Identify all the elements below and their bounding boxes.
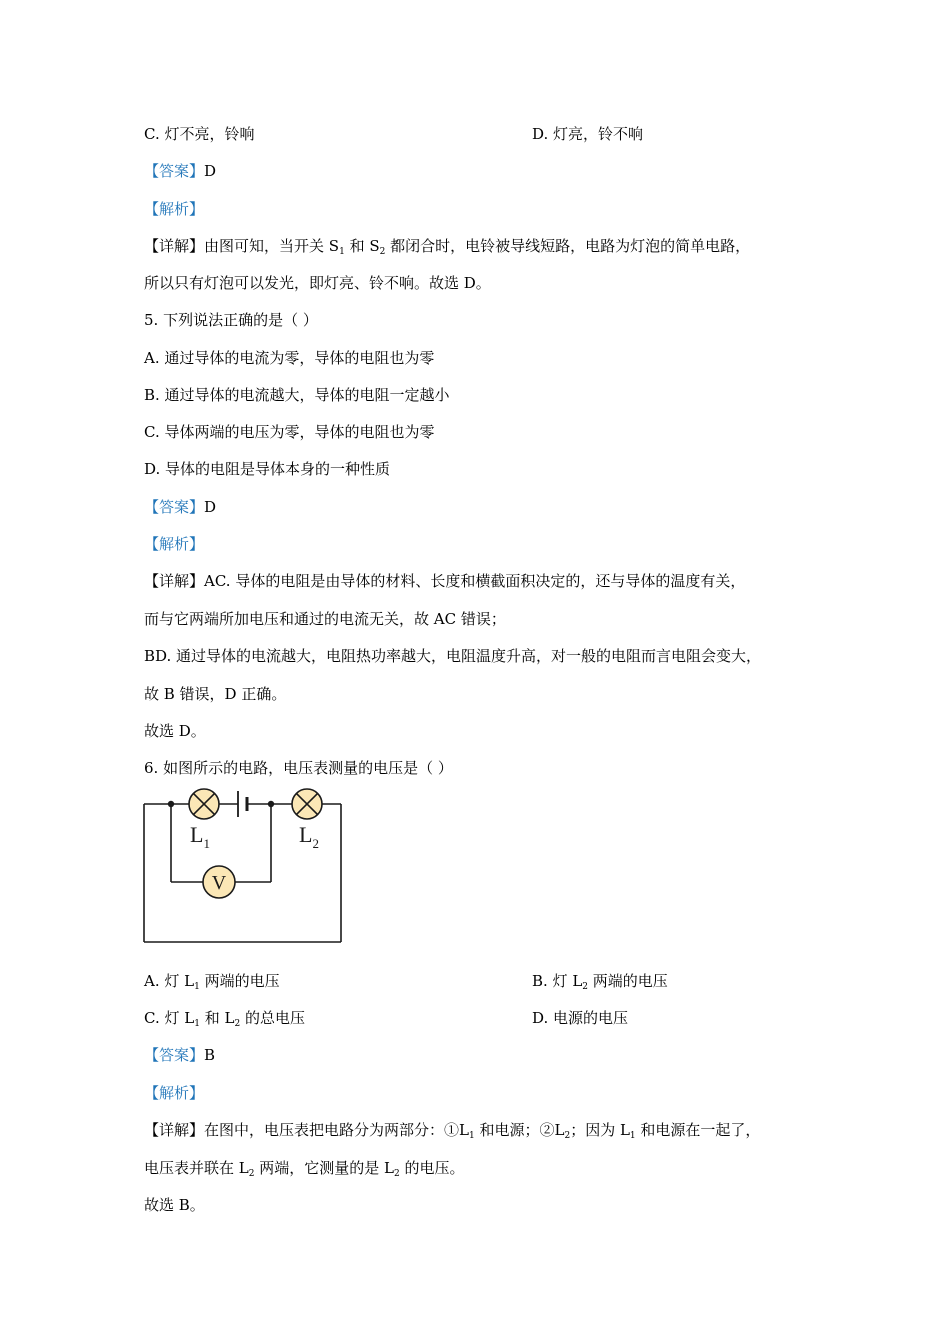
lamp-l2-icon xyxy=(292,789,322,819)
detail-text: 都闭合时，电铃被导线短路，电路为灯泡的简单电路， xyxy=(385,237,751,255)
q4-detail-line2: 所以只有灯泡可以发光，即灯亮、铃不响。故选 D。 xyxy=(144,274,491,292)
detail-text: 由图可知，当开关 S xyxy=(204,237,340,255)
detail-tag: 【详解】 xyxy=(144,237,205,255)
option-text: B. 灯 L xyxy=(532,972,583,990)
subscript: 2 xyxy=(248,1169,255,1179)
q5-analysis-tag: 【解析】 xyxy=(144,535,205,553)
q6-detail-line2 xyxy=(144,1158,464,1178)
option-text: C. 灯 L xyxy=(144,1009,195,1027)
subscript: 1 xyxy=(194,1019,200,1029)
detail-text: 和电源；②L xyxy=(474,1121,565,1139)
q6-stem: 6. 如图所示的电路，电压表测量的电压是（ ） xyxy=(144,759,453,777)
answer-tag: 【答案】 xyxy=(144,1046,205,1064)
junction-dot xyxy=(268,801,274,807)
q6-option-a xyxy=(144,971,280,991)
q5-detail-line4: 故 B 错误，D 正确。 xyxy=(144,685,287,703)
answer-tag: 【答案】 xyxy=(144,498,205,516)
q6-option-d: D. 电源的电压 xyxy=(532,1009,629,1027)
option-text: 两端的电压 xyxy=(588,972,668,990)
lamp-l1-sub: 1 xyxy=(203,836,210,851)
q6-analysis-tag: 【解析】 xyxy=(144,1084,205,1102)
q5-option-d: D. 导体的电阻是导体本身的一种性质 xyxy=(144,460,391,478)
lamp-l1-icon xyxy=(189,789,219,819)
answer-value: D xyxy=(204,498,217,516)
detail-tag: 【详解】 xyxy=(144,572,205,590)
q5-detail-line2: 而与它两端所加电压和通过的电流无关，故 AC 错误； xyxy=(144,610,506,628)
option-text: 两端的电压 xyxy=(199,972,280,990)
detail-text: ；因为 L xyxy=(570,1121,630,1139)
option-text: A. 灯 L xyxy=(144,972,195,990)
subscript: 1 xyxy=(194,982,200,992)
detail-text: 在图中，电压表把电路分为两部分：①L xyxy=(204,1121,469,1139)
q6-option-b xyxy=(532,971,668,991)
q4-analysis-tag: 【解析】 xyxy=(144,200,205,218)
answer-tag: 【答案】 xyxy=(144,162,205,180)
answer-value: B xyxy=(204,1046,216,1064)
q4-detail-line1 xyxy=(144,236,750,256)
subscript: 2 xyxy=(582,982,589,992)
q5-detail-line5: 故选 D。 xyxy=(144,722,206,740)
voltmeter-label: V xyxy=(211,872,227,894)
subscript: 1 xyxy=(468,1131,475,1141)
q5-answer xyxy=(144,497,216,517)
detail-text: AC. 导体的电阻是由导体的材料、长度和横截面积决定的，还与导体的温度有关， xyxy=(204,572,746,590)
lamp-l1-letter: L xyxy=(190,822,204,847)
detail-text: 的电压。 xyxy=(399,1159,465,1177)
voltmeter-icon xyxy=(203,866,235,898)
circuit-diagram xyxy=(140,786,350,946)
subscript: 2 xyxy=(234,1019,241,1029)
detail-text: 电压表并联在 L xyxy=(144,1159,249,1177)
lamp-l1-label xyxy=(190,822,210,851)
detail-tag: 【详解】 xyxy=(144,1121,205,1139)
lamp-l2-label xyxy=(299,822,319,851)
detail-text: 和电源在一起了， xyxy=(635,1121,761,1139)
lamp-l2-sub: 2 xyxy=(312,836,319,851)
q6-detail-line1 xyxy=(144,1120,760,1140)
option-text: 的总电压 xyxy=(240,1009,305,1027)
q4-option-d: D. 灯亮，铃不响 xyxy=(532,125,644,143)
option-text: 和 L xyxy=(199,1009,235,1027)
answer-value: D xyxy=(204,162,217,180)
q5-option-c: C. 导体两端的电压为零，导体的电阻也为零 xyxy=(144,423,435,441)
detail-text: 两端，它测量的是 L xyxy=(254,1159,394,1177)
subscript: 1 xyxy=(629,1131,636,1141)
lamp-l2-letter: L xyxy=(299,822,313,847)
subscript: 2 xyxy=(393,1169,400,1179)
q5-option-b: B. 通过导体的电流越大，导体的电阻一定越小 xyxy=(144,386,450,404)
q5-detail-line1 xyxy=(144,571,745,591)
q6-option-c xyxy=(144,1008,305,1028)
junction-dot xyxy=(168,801,174,807)
q4-option-c: C. 灯不亮，铃响 xyxy=(144,125,255,143)
detail-text: 和 S xyxy=(344,237,380,255)
q6-detail-line3: 故选 B。 xyxy=(144,1196,205,1214)
q5-stem: 5. 下列说法正确的是（ ） xyxy=(144,311,318,329)
q4-answer xyxy=(144,161,216,181)
subscript: 2 xyxy=(564,1131,571,1141)
q5-detail-line3: BD. 通过导体的电流越大，电阻热功率越大，电阻温度升高，对一般的电阻而言电阻会变大， xyxy=(144,647,762,665)
subscript: 2 xyxy=(379,247,386,257)
q6-answer xyxy=(144,1045,215,1065)
subscript: 1 xyxy=(339,247,345,257)
q5-option-a: A. 通过导体的电流为零，导体的电阻也为零 xyxy=(144,349,435,367)
